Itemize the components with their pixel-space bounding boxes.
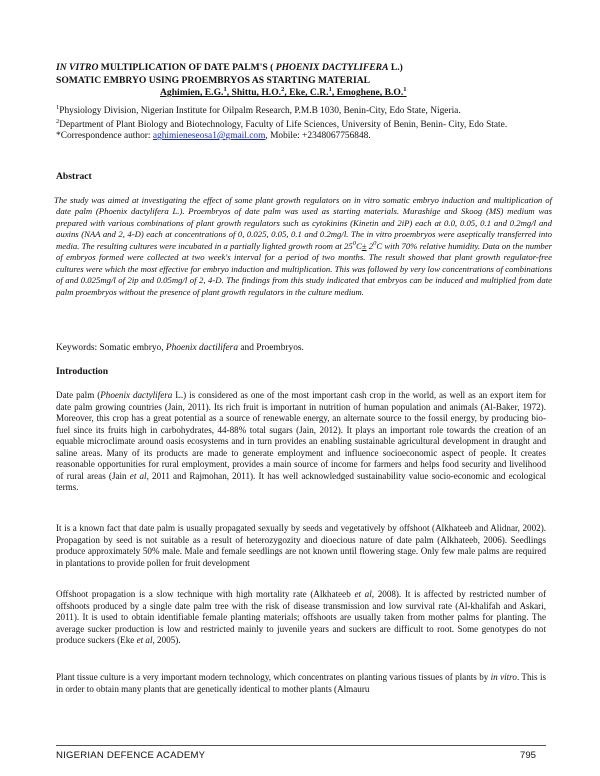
title-in-vitro: IN VITRO [56,62,99,73]
intro-paragraph-2: It is a known fact that date palm is usually propagated sexually by seeds and vegetatively by offshoot (Alkhateeb and Alidnar, 2002). Propagation by seed is not suitable as a result of heterozygozity and dioecious nature of date palm (Alkhateeb, 2006). Seedlings produce approximately 50% male. Male and female seedlings are not known until flowering stage. Only few male palms are required in plantations to provide pollen for fruit development [56,523,546,568]
affiliation-1 [56,103,556,118]
author-list [56,87,556,100]
abstract-part-1: The study was aimed at investigating the effect of some plant growth regulators on in vitro somatic embryo induction and multiplication of date palm (Phoenix dactylifera L.). Proembryos of date palm was used as starting materials. Murashige and Skoog (MS) medium was prepared with various combinations of plant growth regulators such as cytokinins (Kinetin and 2iP) each at 0.0, 0.05, 0.1 and 0.2mg/l and auxins (NAA and 2, 4-D) each at concentrations of 0, 0.025, 0.05, 0.1 and 0.2mg/l. The in vitro proembryos were aseptically transferred into media. The resulting cultures were incubated in a partially lighted growth room at 25 [54,195,552,251]
footer-divider [56,745,546,746]
text-run-italic: et al [354,589,372,599]
affiliation-2-number: 2 [56,117,60,125]
author-1-affil: 1 [223,85,227,93]
author-1: Aghimien, E.G. [160,87,224,98]
text-run: , 2008). It is affected by restricted number of offshoots produced by a single date palm tree with the risk of disease transmission and low survival rate (Al-khalifah and Askari, 2011). It is used to obtain identifiable female planting materials; offshoots are usually taken from mother palms for planting. The average sucker production is low and restricted mainly to juvenile years and suckers are difficult to root. Some genotypes do not produce suckers (Eke [56,589,546,646]
author-4-affil: 1 [403,85,407,93]
author-3: Eke, C.R. [289,87,329,98]
text-run: Date palm ( [56,390,101,400]
author-2: Shittu, H.O. [231,87,282,98]
paper-title-block [56,62,556,100]
correspondence-email-link[interactable]: aghimieneseosa1@gmail.com [152,131,266,142]
abstract-part-2: C [356,240,362,251]
correspondence [56,131,556,143]
intro-paragraph-4 [56,672,546,695]
author-4: Emoghene, B.O. [336,87,404,98]
keyword-species: Phoenix dactilifera [165,343,239,353]
abstract-text [56,195,552,298]
text-run: . This is in order to obtain many plants that are genetically identical to mother plants (Almauru [56,672,547,694]
text-run: Plant tissue culture is a very important modern technology, which concentrates on planting various tissues of plants by [56,672,491,682]
text-run-italic: et al [136,635,153,646]
author-sep: , [284,87,290,98]
text-run: , 2005). [152,635,181,646]
affiliation-2-text: Department of Plant Biology and Biotechnology, Faculty of Life Sciences, University of Benin, Benin- City, Edo State. [59,119,508,130]
correspondence-mobile: , Mobile: +2348067756848. [265,131,371,142]
keyword-rest: and Proembryos. [238,343,304,353]
keywords [56,343,556,353]
abstract-part-3: 2 [366,240,374,251]
author-3-affil: 1 [328,85,332,93]
footer-institution: NIGERIAN DEFENCE ACADEMY [56,750,206,761]
text-run: L.) is considered as one of the most important cash crop in the world, as well as an export item for date palm growing countries (Jain, 2011). Its rich fruit is important in nutrition of human population and animals (Al-Baker, 1972). Moreover, this crop has a great potential as a source of renewable energy, an alternate source to the fossil energy, by producing bio-fuel since its fruits high in carbohydrates, 44-88% total sugars (Jain, 2012). It plays an important role towards the creation of an equable microclimate around oasis ecosystems and in turn provides an enabling sustainable agricultural development in draught and saline areas. Many of its products are made to generate employment and influence socioeconomic aspect of people. It creates reasonable opportunities for rural employment, provides a main source of income for farmers and helps food security and livelihood of rural areas (Jain [56,390,546,481]
correspondence-label: *Correspondence author: [56,131,153,142]
title-species: PHOENIX DACTYLIFERA [275,62,389,73]
intro-paragraph-1 [56,390,546,494]
abstract-degree: 0 [352,239,356,247]
text-run-italic: et al [129,470,147,481]
affiliations [56,103,556,143]
text-run-italic: in vitro [490,672,517,682]
abstract-degree-2: 0 [373,239,377,247]
author-sep: , [226,87,232,98]
text-run-italic: Phoenix dactylifera [100,390,173,400]
title-line-1 [56,62,556,75]
title-main: MULTIPLICATION OF DATE PALM'S ( [98,62,276,73]
affiliation-2 [56,117,556,132]
text-run: Offshoot propagation is a slow technique with high mortality rate (Alkhateeb [56,589,355,599]
footer-page-number: 795 [520,750,537,761]
introduction-heading: Introduction [56,366,109,377]
text-run: , 2011 and Rajmohan, 2011). It has well acknowledged sustainability value socio-economic and ecological terms. [56,470,546,493]
title-end: L.) [388,62,403,73]
title-line-2: SOMATIC EMBRYO USING PROEMBRYOS AS STARTING MATERIAL [56,74,371,86]
affiliation-1-number: 1 [56,103,60,111]
abstract-heading: Abstract [56,171,92,182]
intro-paragraph-3 [56,589,546,647]
abstract-part-4: C with 70% relative humidity. Data on the number of embryos formed were collected at two week's interval for a period of two months. The result showed that plant growth regulator-free cultures were which the most effective for embryo induction and multiplication. This was followed by very low concentrations of combinations of and 0.025mg/l of 2ip and 0.05mg/l of 2, 4-D. The findings from this study indicated that embryos can be induced and multiplied from date palm proembryos without the presence of plant growth regulators in the culture medium. [56,240,553,297]
keywords-label: Keywords: Somatic embryo, [56,343,166,353]
author-sep: , [331,87,337,98]
author-2-affil: 2 [281,85,285,93]
affiliation-1-text: Physiology Division, Nigerian Institute for Oilpalm Research, P.M.B 1030, Benin-City, Edo State, Nigeria. [59,106,461,116]
abstract-plus-minus: ± [361,240,367,251]
